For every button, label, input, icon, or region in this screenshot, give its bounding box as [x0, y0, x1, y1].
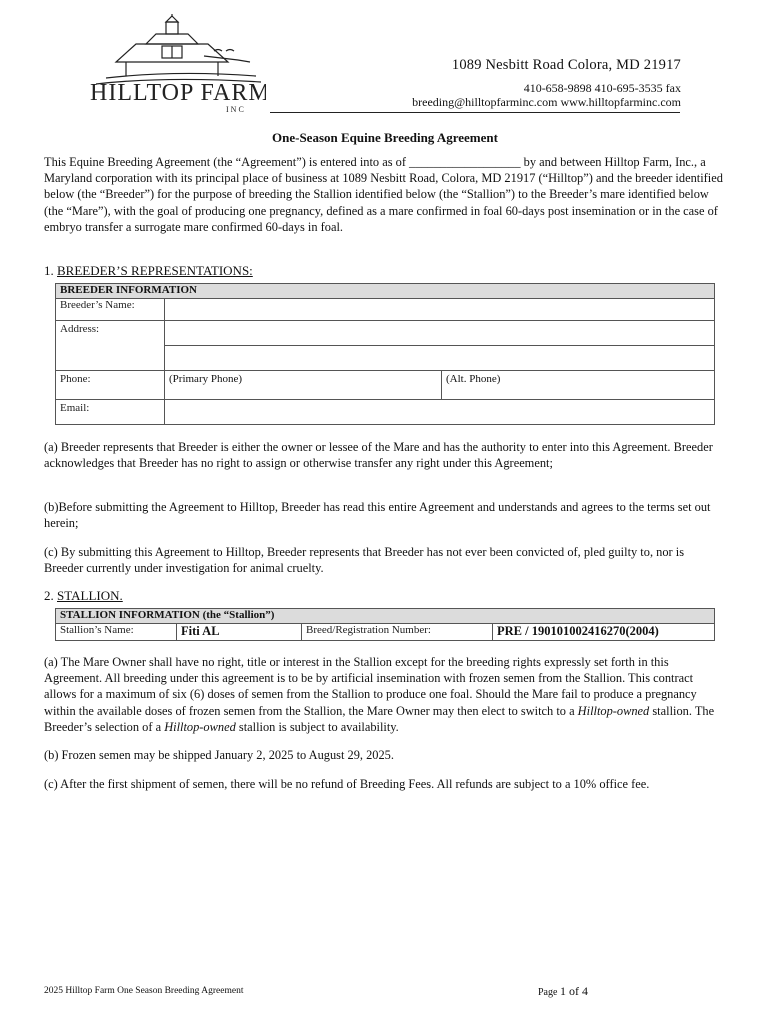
section-1-heading — [44, 263, 253, 279]
stallion-name-label: Stallion’s Name: — [56, 624, 177, 641]
clause-a-text-3: stallion is subject to availability. — [235, 719, 399, 734]
section-2-clause-a — [44, 654, 724, 735]
logo-wordmark: HILLTOP FARM — [90, 80, 266, 106]
section-1-title: BREEDER’S REPRESENTATIONS: — [57, 263, 253, 278]
section-2-clause-b: (b) Frozen semen may be shipped January 2, 2025 to August 29, 2025. — [44, 748, 394, 762]
stallion-table-title: STALLION INFORMATION (the “Stallion”) — [56, 609, 715, 624]
footer-document-name: 2025 Hilltop Farm One Season Breeding Agreement — [44, 986, 244, 996]
stallion-name-value: Fiti AL — [177, 624, 302, 641]
header-rule — [270, 112, 680, 113]
logo-inc: INC — [226, 105, 246, 114]
document-title: One-Season Equine Breeding Agreement — [272, 130, 498, 145]
alt-phone-field[interactable] — [442, 371, 715, 400]
section-2-number: 2. — [44, 588, 54, 603]
clause-a-text-1: (a) The Mare Owner shall have no right, title or interest in the Stallion except for the breeding rights expressly set forth in this Agreement. All breeding under this agreement is to be by artificial insemination with frozen semen from the Stallion. This contract allows for a maximum of six (6) doses of semen from the Stallion to produce one foal. Should the Mare fail to produce a pregnancy within the available doses of frozen semen from the Stallion, the Mare Owner may then elect to switch to a — [44, 655, 697, 718]
footer-page-word: Page — [538, 987, 560, 998]
address-label: Address: — [56, 321, 165, 371]
breeder-name-field[interactable] — [165, 299, 715, 321]
clause-a-emphasis-1: Hilltop-owned — [577, 703, 650, 718]
footer-page-count: 1 of 4 — [559, 984, 588, 998]
primary-phone-field[interactable] — [165, 371, 442, 400]
section-1-number: 1. — [44, 263, 54, 278]
section-1-clause-b: (b)Before submitting the Agreement to Hilltop, Breeder has read this entire Agreement and understands and agrees to the terms set out herein; — [44, 500, 711, 531]
section-2-clause-c: (c) After the first shipment of semen, there will be no refund of Breeding Fees. All refunds are subject to a 10% office fee. — [44, 777, 650, 791]
intro-paragraph: This Equine Breeding Agreement (the “Agreement”) is entered into as of __________________ by and between Hilltop Farm, Inc., a Maryland corporation with its principal place of business at 1089 Nesbitt Road, Colora, MD 21917 (“Hilltop”) and the breeder identified below (the “Breeder”) for the purpose of breeding the Stallion identified below (the “Stallion”) to the Breeder’s mare identified below (the “Mare”), with the goal of producing one pregnancy, defined as a mare confirmed in foal 60-days post insemination or in the case of embryo transfer a surrogate mare confirmed 60-days in foal. — [44, 155, 723, 234]
barn-logo-icon — [86, 14, 266, 114]
phone-label: Phone: — [56, 371, 165, 400]
email-label: Email: — [56, 400, 165, 425]
address-field-line-1[interactable] — [165, 321, 715, 346]
header-address: 1089 Nesbitt Road Colora, MD 21917 — [451, 57, 681, 73]
section-1-clause-a: (a) Breeder represents that Breeder is either the owner or lessee of the Mare and has the authority to enter into this Agreement. Breeder acknowledges that Breeder has no right to assign or otherwise transfer any right under this Agreement; — [44, 440, 713, 471]
breeder-name-label: Breeder’s Name: — [56, 299, 165, 321]
registration-value: PRE / 190101002416270(2004) — [493, 624, 715, 641]
alt-phone-hint: (Alt. Phone) — [446, 373, 501, 385]
section-2-title: STALLION. — [57, 588, 123, 603]
hilltop-farm-logo — [86, 14, 266, 114]
email-field[interactable] — [165, 400, 715, 425]
section-2-heading — [44, 588, 123, 604]
breeder-table-title: BREEDER INFORMATION — [56, 284, 715, 299]
header-contact[interactable]: breeding@hilltopfarminc.com www.hilltopfarminc.com — [412, 95, 681, 109]
breeder-information-table — [55, 283, 715, 425]
header-phones: 410-658-9898 410-695-3535 fax — [523, 81, 681, 95]
stallion-information-table — [55, 608, 715, 641]
primary-phone-hint: (Primary Phone) — [169, 373, 243, 385]
clause-a-text-2: stallion. The Breeder’s selection of a — [44, 703, 715, 734]
footer-page-number — [538, 984, 588, 999]
clause-a-emphasis-2: Hilltop-owned — [164, 719, 236, 734]
address-field-line-2[interactable] — [165, 346, 715, 371]
section-1-clause-c: (c) By submitting this Agreement to Hilltop, Breeder represents that Breeder has not ever been convicted of, pled guilty to, nor is Breeder currently under investigation for animal cruelty. — [44, 545, 685, 576]
registration-label: Breed/Registration Number: — [302, 624, 493, 641]
